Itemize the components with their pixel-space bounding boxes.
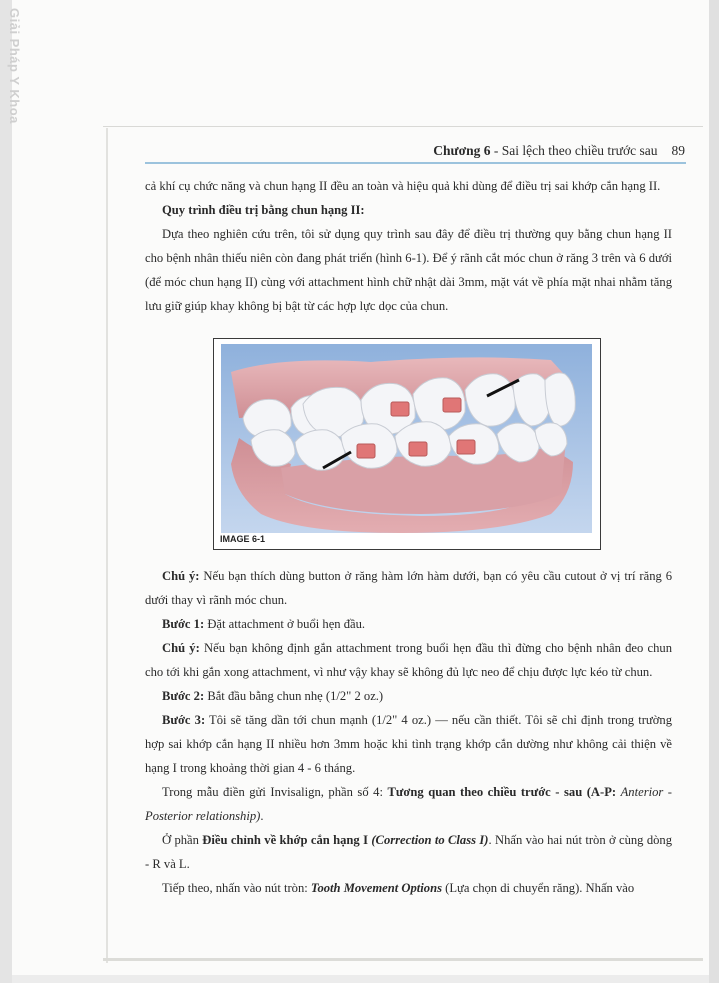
- scan-edge-bottom: [103, 958, 703, 961]
- note-text: Nếu bạn không định gắn attachment trong buổi hẹn đầu thì đừng cho bệnh nhân đeo chun cho tới khi gắn xong attachment, vì như vậy khay sẽ không đủ lực neo để chịu được lực kéo từ chun.: [145, 641, 672, 679]
- paragraph-note-1: [145, 564, 672, 612]
- teeth-image: [221, 344, 592, 533]
- corr-bold: Điều chỉnh về khớp cắn hạng I: [202, 833, 368, 847]
- paragraph-step-1: [145, 612, 672, 636]
- note-label: Chú ý:: [162, 641, 200, 655]
- next-end: (Lựa chọn di chuyển răng). Nhấn vào: [442, 881, 635, 895]
- next-text: Tiếp theo, nhấn vào nút tròn:: [162, 881, 311, 895]
- paragraph-procedure: Dựa theo nghiên cứu trên, tôi sử dụng quy trình sau đây để điều trị thường quy bằng chun hạng II cho bệnh nhân thiếu niên còn đang phát triển (hình 6-1). Để ý rãnh cắt móc chun ở răng 3 trên và 6 dưới (để móc chun hạng II) cùng với attachment hình chữ nhật dài 3mm, mặt vát về phía mặt nhai nhằm tăng lưu giữ giúp khay không bị bật từ các hợp lực dọc của chun.: [145, 227, 672, 313]
- form-text: Trong mẫu điền gửi Invisalign, phần số 4:: [162, 785, 388, 799]
- form-italic: Anterior - Posterior relationship): [145, 785, 672, 823]
- running-header: [145, 143, 685, 159]
- scan-margin-right: [709, 0, 719, 983]
- scan-edge-left: [106, 128, 108, 963]
- scan-edge-top: [103, 126, 703, 127]
- chapter-label: Chương 6: [433, 143, 491, 158]
- form-bold: Tương quan theo chiều trước - sau (A-P:: [387, 785, 621, 799]
- corr-end: . Nhấn vào hai nút tròn ở cùng dòng - R và L.: [145, 833, 673, 871]
- step-text: Đặt attachment ở buổi hẹn đầu.: [204, 617, 366, 631]
- next-bold-italic: Tooth Movement Options: [310, 881, 442, 895]
- figure-6-1: [213, 338, 601, 550]
- paragraph-correction: [145, 828, 672, 876]
- paragraph-form-section: [145, 780, 672, 828]
- paragraph-next: [145, 876, 672, 900]
- section-heading: Quy trình điều trị bằng chun hạng II:: [162, 203, 365, 217]
- step-label: Bước 1:: [162, 617, 205, 631]
- step-text: Tôi sẽ tăng dần tới chun mạnh (1/2" 4 oz.) — nếu cần thiết. Tôi sẽ chỉ định trong trường hợp sai khớp cắn hạng II nhiều hơn 3mm hoặc khi tình trạng khớp cắn dường như không cải thiện về hạng I trong khoảng thời gian 4 - 6 tháng.: [145, 713, 672, 775]
- step-label: Bước 2:: [162, 689, 205, 703]
- paragraph-intro: cả khí cụ chức năng và chun hạng II đều an toàn và hiệu quả khi dùng để điều trị sai khớp cắn hạng II.: [145, 179, 661, 193]
- step-text: Bắt đầu bằng chun nhẹ (1/2" 2 oz.): [204, 689, 384, 703]
- header-rule: [145, 162, 686, 164]
- watermark-text: Giải Pháp Y Khoa: [7, 8, 22, 124]
- header-separator: -: [490, 143, 502, 158]
- paragraph-step-3: [145, 708, 672, 780]
- scan-margin-left: [0, 0, 12, 983]
- step-label: Bước 3:: [162, 713, 206, 727]
- page-number: 89: [671, 143, 685, 158]
- paragraph-step-2: [145, 684, 672, 708]
- note-label: Chú ý:: [162, 569, 200, 583]
- corr-text: Ở phần: [162, 833, 203, 847]
- form-end: .: [260, 809, 264, 823]
- figure-caption: IMAGE 6-1: [220, 534, 266, 544]
- note-text: Nếu bạn thích dùng button ở răng hàm lớn hàm dưới, bạn có yêu cầu cutout ở vị trí răng 6 dưới thay vì rãnh móc chun.: [145, 569, 672, 607]
- watermark: [7, 8, 36, 124]
- corr-bold-italic: (Correction to Class I): [371, 833, 489, 847]
- chapter-title: Sai lệch theo chiều trước sau: [501, 143, 658, 158]
- paragraph-note-2: [145, 636, 672, 684]
